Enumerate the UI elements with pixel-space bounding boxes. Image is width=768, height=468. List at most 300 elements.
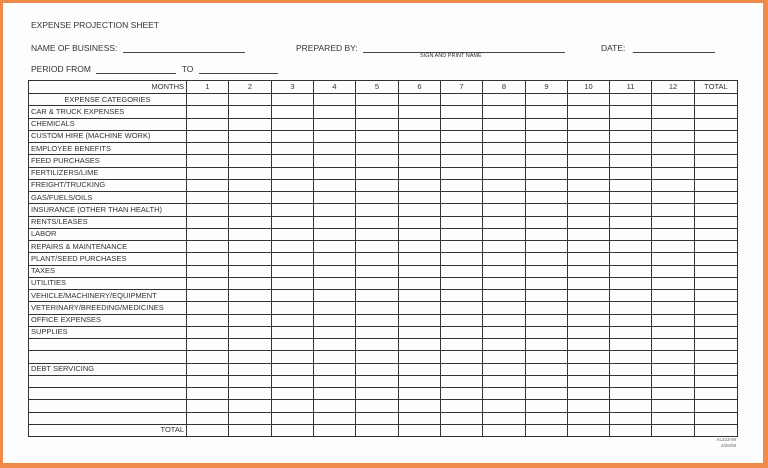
month-5-cell[interactable] [356,277,399,289]
month-10-cell[interactable] [568,412,610,424]
month-9-cell[interactable] [526,143,568,155]
month-4-cell[interactable] [314,363,356,375]
month-12-cell[interactable] [652,228,695,240]
month-11-cell[interactable] [610,277,652,289]
month-9-cell[interactable] [526,400,568,412]
month-4-cell[interactable] [314,265,356,277]
month-4-cell[interactable] [314,375,356,387]
month-6-cell[interactable] [399,130,441,142]
month-8-cell[interactable] [483,290,526,302]
month-6-cell[interactable] [399,351,441,363]
month-5-cell[interactable] [356,265,399,277]
month-5-cell[interactable] [356,326,399,338]
month-9-cell[interactable] [526,290,568,302]
month-10-cell[interactable] [568,204,610,216]
month-3-cell[interactable] [272,155,314,167]
row-total-cell[interactable] [695,375,738,387]
month-4-cell[interactable] [314,302,356,314]
month-12-cell[interactable] [652,412,695,424]
month-6-cell[interactable] [399,412,441,424]
month-2-cell[interactable] [229,216,272,228]
month-4-cell[interactable] [314,167,356,179]
month-12-cell[interactable] [652,204,695,216]
month-7-cell[interactable] [441,265,483,277]
month-8-cell[interactable] [483,412,526,424]
month-4-cell[interactable] [314,412,356,424]
month-2-cell[interactable] [229,106,272,118]
month-7-cell[interactable] [441,388,483,400]
month-5-cell[interactable] [356,106,399,118]
month-12-cell[interactable] [652,167,695,179]
row-total-cell[interactable] [695,118,738,130]
month-9-cell[interactable] [526,302,568,314]
month-4-cell[interactable] [314,130,356,142]
month-1-cell[interactable] [187,375,229,387]
month-8-cell[interactable] [483,375,526,387]
month-8-cell[interactable] [483,167,526,179]
month-9-cell[interactable] [526,241,568,253]
month-2-cell[interactable] [229,192,272,204]
month-3-cell[interactable] [272,228,314,240]
month-9-cell[interactable] [526,339,568,351]
month-4-cell[interactable] [314,179,356,191]
month-12-cell[interactable] [652,277,695,289]
month-11-cell[interactable] [610,400,652,412]
month-1-cell[interactable] [187,179,229,191]
cell[interactable] [187,94,229,106]
row-total-cell[interactable] [695,412,738,424]
month-3-cell[interactable] [272,277,314,289]
month-5-cell[interactable] [356,388,399,400]
month-7-cell[interactable] [441,277,483,289]
month-10-cell[interactable] [568,216,610,228]
month-12-cell[interactable] [652,265,695,277]
month-10-cell[interactable] [568,351,610,363]
month-11-cell[interactable] [610,351,652,363]
row-total-cell[interactable] [695,241,738,253]
month-3-cell[interactable] [272,265,314,277]
month-10-cell[interactable] [568,424,610,436]
month-1-cell[interactable] [187,118,229,130]
month-2-cell[interactable] [229,400,272,412]
month-6-cell[interactable] [399,314,441,326]
month-4-cell[interactable] [314,106,356,118]
month-9-cell[interactable] [526,216,568,228]
month-2-cell[interactable] [229,118,272,130]
month-4-cell[interactable] [314,118,356,130]
month-12-cell[interactable] [652,302,695,314]
month-11-cell[interactable] [610,326,652,338]
month-2-cell[interactable] [229,326,272,338]
month-7-cell[interactable] [441,339,483,351]
month-9-cell[interactable] [526,265,568,277]
month-12-cell[interactable] [652,106,695,118]
month-1-cell[interactable] [187,155,229,167]
month-9-cell[interactable] [526,253,568,265]
month-4-cell[interactable] [314,400,356,412]
month-7-cell[interactable] [441,302,483,314]
month-12-cell[interactable] [652,351,695,363]
row-total-cell[interactable] [695,314,738,326]
month-3-cell[interactable] [272,375,314,387]
month-7-cell[interactable] [441,179,483,191]
month-12-cell[interactable] [652,143,695,155]
month-9-cell[interactable] [526,179,568,191]
month-11-cell[interactable] [610,228,652,240]
month-6-cell[interactable] [399,167,441,179]
month-12-cell[interactable] [652,192,695,204]
month-11-cell[interactable] [610,290,652,302]
month-11-cell[interactable] [610,143,652,155]
cell[interactable] [272,94,314,106]
month-7-cell[interactable] [441,314,483,326]
month-3-cell[interactable] [272,412,314,424]
month-4-cell[interactable] [314,314,356,326]
row-total-cell[interactable] [695,363,738,375]
month-4-cell[interactable] [314,192,356,204]
month-11-cell[interactable] [610,363,652,375]
month-12-cell[interactable] [652,130,695,142]
month-10-cell[interactable] [568,277,610,289]
month-11-cell[interactable] [610,130,652,142]
month-7-cell[interactable] [441,290,483,302]
month-9-cell[interactable] [526,351,568,363]
row-total-cell[interactable] [695,326,738,338]
month-12-cell[interactable] [652,118,695,130]
month-11-cell[interactable] [610,412,652,424]
month-2-cell[interactable] [229,277,272,289]
month-10-cell[interactable] [568,363,610,375]
month-5-cell[interactable] [356,192,399,204]
cell[interactable] [568,94,610,106]
month-5-cell[interactable] [356,302,399,314]
month-7-cell[interactable] [441,155,483,167]
cell[interactable] [356,94,399,106]
month-8-cell[interactable] [483,388,526,400]
month-5-cell[interactable] [356,228,399,240]
month-6-cell[interactable] [399,326,441,338]
row-total-cell[interactable] [695,179,738,191]
month-11-cell[interactable] [610,204,652,216]
month-12-cell[interactable] [652,424,695,436]
month-5-cell[interactable] [356,241,399,253]
month-3-cell[interactable] [272,118,314,130]
month-6-cell[interactable] [399,155,441,167]
month-8-cell[interactable] [483,118,526,130]
month-1-cell[interactable] [187,228,229,240]
month-2-cell[interactable] [229,339,272,351]
month-4-cell[interactable] [314,216,356,228]
row-total-cell[interactable] [695,143,738,155]
month-12-cell[interactable] [652,326,695,338]
month-11-cell[interactable] [610,167,652,179]
month-1-cell[interactable] [187,424,229,436]
cell[interactable] [314,94,356,106]
month-2-cell[interactable] [229,412,272,424]
month-12-cell[interactable] [652,314,695,326]
month-8-cell[interactable] [483,339,526,351]
month-10-cell[interactable] [568,167,610,179]
month-3-cell[interactable] [272,388,314,400]
month-8-cell[interactable] [483,143,526,155]
month-7-cell[interactable] [441,106,483,118]
month-7-cell[interactable] [441,412,483,424]
row-total-cell[interactable] [695,424,738,436]
month-8-cell[interactable] [483,216,526,228]
month-12-cell[interactable] [652,241,695,253]
month-6-cell[interactable] [399,143,441,155]
month-3-cell[interactable] [272,351,314,363]
month-8-cell[interactable] [483,424,526,436]
month-6-cell[interactable] [399,241,441,253]
month-11-cell[interactable] [610,106,652,118]
month-8-cell[interactable] [483,363,526,375]
row-total-cell[interactable] [695,388,738,400]
month-7-cell[interactable] [441,204,483,216]
month-3-cell[interactable] [272,216,314,228]
month-9-cell[interactable] [526,106,568,118]
month-8-cell[interactable] [483,326,526,338]
month-12-cell[interactable] [652,253,695,265]
month-1-cell[interactable] [187,388,229,400]
cell[interactable] [229,94,272,106]
month-1-cell[interactable] [187,363,229,375]
month-10-cell[interactable] [568,192,610,204]
month-8-cell[interactable] [483,253,526,265]
month-4-cell[interactable] [314,253,356,265]
month-6-cell[interactable] [399,204,441,216]
month-10-cell[interactable] [568,400,610,412]
month-8-cell[interactable] [483,400,526,412]
month-2-cell[interactable] [229,290,272,302]
month-11-cell[interactable] [610,265,652,277]
month-1-cell[interactable] [187,167,229,179]
month-10-cell[interactable] [568,375,610,387]
row-total-cell[interactable] [695,400,738,412]
month-3-cell[interactable] [272,106,314,118]
month-1-cell[interactable] [187,253,229,265]
month-5-cell[interactable] [356,204,399,216]
row-total-cell[interactable] [695,228,738,240]
month-4-cell[interactable] [314,290,356,302]
month-4-cell[interactable] [314,424,356,436]
month-6-cell[interactable] [399,424,441,436]
month-3-cell[interactable] [272,339,314,351]
month-9-cell[interactable] [526,424,568,436]
month-6-cell[interactable] [399,253,441,265]
month-7-cell[interactable] [441,253,483,265]
date-field[interactable] [633,52,715,53]
month-1-cell[interactable] [187,192,229,204]
cell[interactable] [441,94,483,106]
month-4-cell[interactable] [314,388,356,400]
month-3-cell[interactable] [272,253,314,265]
month-1-cell[interactable] [187,130,229,142]
month-10-cell[interactable] [568,143,610,155]
month-9-cell[interactable] [526,363,568,375]
cell[interactable] [526,94,568,106]
month-9-cell[interactable] [526,228,568,240]
month-8-cell[interactable] [483,179,526,191]
month-8-cell[interactable] [483,192,526,204]
row-total-cell[interactable] [695,351,738,363]
month-6-cell[interactable] [399,216,441,228]
month-2-cell[interactable] [229,351,272,363]
month-11-cell[interactable] [610,192,652,204]
month-7-cell[interactable] [441,241,483,253]
row-total-cell[interactable] [695,130,738,142]
month-4-cell[interactable] [314,277,356,289]
month-9-cell[interactable] [526,155,568,167]
month-7-cell[interactable] [441,351,483,363]
month-4-cell[interactable] [314,143,356,155]
month-2-cell[interactable] [229,302,272,314]
month-7-cell[interactable] [441,118,483,130]
month-1-cell[interactable] [187,290,229,302]
cell[interactable] [399,94,441,106]
month-7-cell[interactable] [441,130,483,142]
month-12-cell[interactable] [652,155,695,167]
month-7-cell[interactable] [441,424,483,436]
month-8-cell[interactable] [483,277,526,289]
month-10-cell[interactable] [568,118,610,130]
month-6-cell[interactable] [399,339,441,351]
month-5-cell[interactable] [356,143,399,155]
month-6-cell[interactable] [399,302,441,314]
month-4-cell[interactable] [314,228,356,240]
month-10-cell[interactable] [568,155,610,167]
month-4-cell[interactable] [314,241,356,253]
month-4-cell[interactable] [314,351,356,363]
month-7-cell[interactable] [441,228,483,240]
month-2-cell[interactable] [229,130,272,142]
month-3-cell[interactable] [272,326,314,338]
month-5-cell[interactable] [356,339,399,351]
month-7-cell[interactable] [441,400,483,412]
month-10-cell[interactable] [568,314,610,326]
month-9-cell[interactable] [526,412,568,424]
month-11-cell[interactable] [610,388,652,400]
month-12-cell[interactable] [652,375,695,387]
month-3-cell[interactable] [272,204,314,216]
month-7-cell[interactable] [441,167,483,179]
month-1-cell[interactable] [187,241,229,253]
row-total-cell[interactable] [695,339,738,351]
month-10-cell[interactable] [568,179,610,191]
month-11-cell[interactable] [610,179,652,191]
month-3-cell[interactable] [272,179,314,191]
month-4-cell[interactable] [314,326,356,338]
month-1-cell[interactable] [187,412,229,424]
month-5-cell[interactable] [356,351,399,363]
month-9-cell[interactable] [526,204,568,216]
month-7-cell[interactable] [441,216,483,228]
cell[interactable] [610,94,652,106]
period-from-field[interactable] [96,73,176,74]
month-5-cell[interactable] [356,290,399,302]
month-1-cell[interactable] [187,265,229,277]
month-10-cell[interactable] [568,106,610,118]
month-5-cell[interactable] [356,253,399,265]
month-10-cell[interactable] [568,302,610,314]
cell[interactable] [695,94,738,106]
month-7-cell[interactable] [441,375,483,387]
month-12-cell[interactable] [652,179,695,191]
month-2-cell[interactable] [229,241,272,253]
month-6-cell[interactable] [399,388,441,400]
month-11-cell[interactable] [610,339,652,351]
cell[interactable] [483,94,526,106]
month-1-cell[interactable] [187,351,229,363]
month-3-cell[interactable] [272,130,314,142]
month-6-cell[interactable] [399,277,441,289]
month-5-cell[interactable] [356,400,399,412]
month-2-cell[interactable] [229,179,272,191]
month-3-cell[interactable] [272,363,314,375]
month-8-cell[interactable] [483,106,526,118]
row-total-cell[interactable] [695,204,738,216]
row-total-cell[interactable] [695,290,738,302]
month-3-cell[interactable] [272,400,314,412]
month-5-cell[interactable] [356,363,399,375]
month-1-cell[interactable] [187,400,229,412]
month-4-cell[interactable] [314,204,356,216]
month-10-cell[interactable] [568,130,610,142]
month-11-cell[interactable] [610,314,652,326]
month-2-cell[interactable] [229,155,272,167]
month-11-cell[interactable] [610,216,652,228]
month-4-cell[interactable] [314,339,356,351]
row-total-cell[interactable] [695,106,738,118]
month-12-cell[interactable] [652,400,695,412]
month-5-cell[interactable] [356,375,399,387]
month-5-cell[interactable] [356,424,399,436]
month-2-cell[interactable] [229,204,272,216]
month-3-cell[interactable] [272,290,314,302]
month-10-cell[interactable] [568,388,610,400]
month-6-cell[interactable] [399,265,441,277]
row-total-cell[interactable] [695,253,738,265]
month-8-cell[interactable] [483,241,526,253]
row-total-cell[interactable] [695,302,738,314]
row-total-cell[interactable] [695,265,738,277]
month-10-cell[interactable] [568,290,610,302]
month-8-cell[interactable] [483,204,526,216]
month-6-cell[interactable] [399,375,441,387]
month-1-cell[interactable] [187,204,229,216]
month-9-cell[interactable] [526,314,568,326]
month-2-cell[interactable] [229,253,272,265]
month-9-cell[interactable] [526,167,568,179]
month-2-cell[interactable] [229,375,272,387]
month-3-cell[interactable] [272,302,314,314]
month-2-cell[interactable] [229,265,272,277]
month-1-cell[interactable] [187,314,229,326]
month-10-cell[interactable] [568,265,610,277]
month-9-cell[interactable] [526,277,568,289]
month-1-cell[interactable] [187,326,229,338]
month-11-cell[interactable] [610,118,652,130]
month-5-cell[interactable] [356,155,399,167]
row-total-cell[interactable] [695,155,738,167]
month-5-cell[interactable] [356,412,399,424]
month-2-cell[interactable] [229,143,272,155]
month-11-cell[interactable] [610,375,652,387]
month-6-cell[interactable] [399,106,441,118]
month-10-cell[interactable] [568,241,610,253]
month-8-cell[interactable] [483,155,526,167]
month-5-cell[interactable] [356,179,399,191]
